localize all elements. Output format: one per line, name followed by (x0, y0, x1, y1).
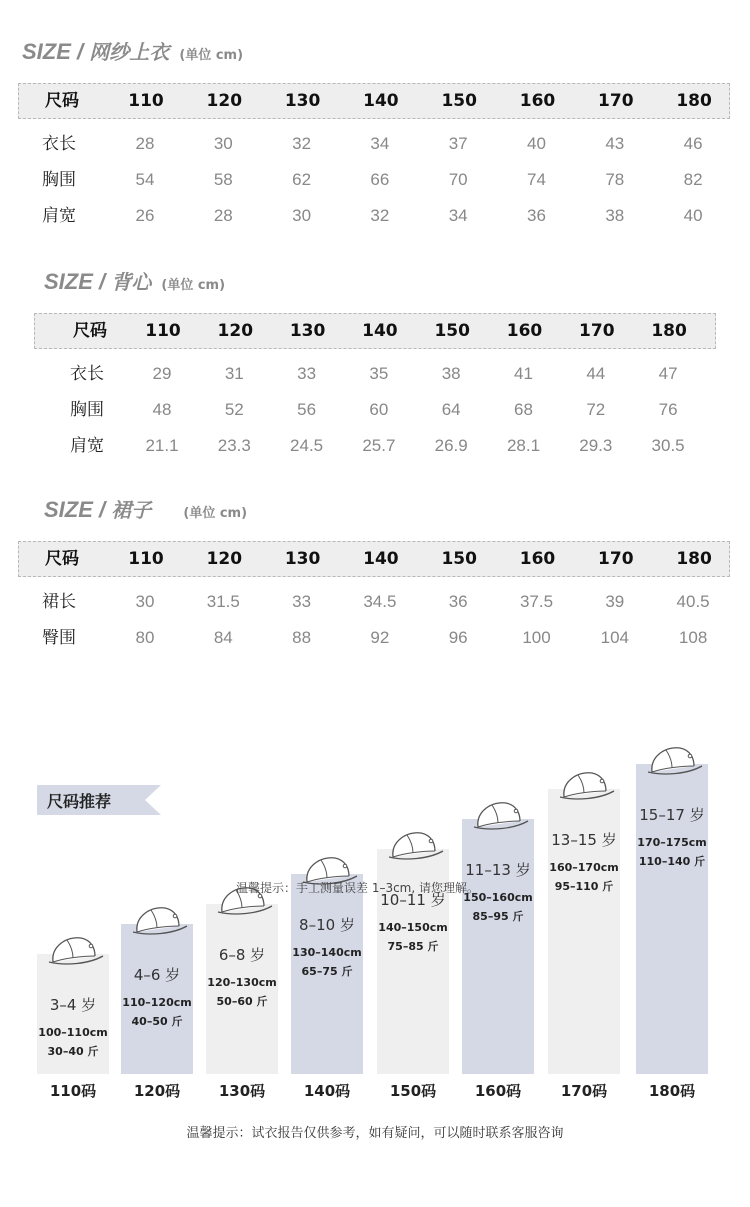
bar-age-range: 11–13 岁 (465, 861, 531, 879)
title-garment-name: 网纱上衣 (89, 40, 170, 64)
bar-height-range: 160–170cm (549, 861, 619, 874)
table-cell: 41 (514, 364, 533, 383)
bar-weight-range: 95–110 斤 (554, 880, 614, 893)
table-cell: 52 (224, 400, 244, 419)
table-cell: 36 (448, 592, 468, 611)
header-size-cell: 160 (519, 91, 556, 111)
bar-weight-range: 110–140 斤 (638, 855, 706, 868)
table-header-row (34, 313, 716, 349)
row-label: 衣长 (42, 134, 76, 154)
title-unit: (单位 cm) (183, 506, 248, 521)
header-size-cell: 180 (676, 549, 712, 569)
title-garment-name: 裙子 (111, 498, 152, 522)
bar-weight-range: 50–60 斤 (216, 995, 268, 1008)
table-cell: 40.5 (676, 592, 710, 611)
header-size-cell: 110 (145, 321, 181, 341)
header-size-cell: 120 (206, 91, 243, 111)
bar-height-range: 130–140cm (292, 946, 362, 959)
header-size-label: 尺码 (45, 549, 79, 569)
bar-weight-range: 75–85 斤 (387, 940, 439, 953)
table-cell: 62 (292, 170, 312, 189)
row-label: 臀围 (42, 628, 76, 648)
header-size-label: 尺码 (73, 321, 107, 341)
row-label: 肩宽 (70, 436, 104, 456)
table-cell: 72 (586, 400, 606, 419)
header-size-cell: 120 (217, 321, 254, 341)
header-size-cell: 140 (362, 321, 398, 341)
size-recommend-bar (121, 924, 193, 1074)
table-cell: 31 (224, 364, 244, 383)
bar-height-range: 120–130cm (207, 976, 277, 989)
table-cell: 40 (527, 134, 546, 153)
table-row (18, 584, 730, 620)
baseball-cap-icon (556, 767, 616, 807)
table-cell: 28 (135, 134, 155, 153)
size-recommend-bar (636, 764, 708, 1074)
table-cell: 34.5 (363, 592, 397, 611)
table-cell: 38 (605, 206, 625, 225)
table-cell: 56 (297, 400, 317, 419)
table-cell: 25.7 (362, 436, 396, 455)
table-cell: 47 (658, 364, 678, 383)
header-size-cell: 130 (284, 549, 321, 569)
table-cell: 23.3 (217, 436, 251, 455)
table-cell: 37 (448, 134, 468, 153)
bar-age-range: 3–4 岁 (49, 996, 97, 1014)
table-row (18, 162, 730, 198)
table-cell: 34 (370, 134, 390, 153)
header-size-cell: 180 (676, 91, 712, 111)
table-row (34, 356, 716, 392)
size-recommend-bar (548, 789, 620, 1074)
header-size-label: 尺码 (45, 91, 79, 111)
header-size-cell: 150 (434, 321, 470, 341)
header-size-cell: 170 (598, 91, 634, 111)
table-cell: 80 (135, 628, 155, 647)
bar-weight-range: 30–40 斤 (47, 1045, 99, 1058)
row-label: 胸围 (42, 170, 76, 190)
section-title-vest (44, 266, 225, 295)
table-cell: 43 (605, 134, 625, 153)
bar-age-range: 10–11 岁 (380, 891, 446, 909)
size-recommend-tag (37, 785, 161, 815)
header-size-cell: 110 (128, 91, 164, 111)
table-cell: 84 (213, 628, 233, 647)
size-recommend-title: 尺码推荐 (47, 792, 112, 811)
table-cell: 35 (369, 364, 389, 383)
row-label: 衣长 (70, 364, 104, 384)
baseball-cap-icon (129, 902, 189, 942)
table-cell: 40 (683, 206, 703, 225)
table-row (18, 126, 730, 162)
table-row (18, 620, 730, 656)
table-cell: 78 (605, 170, 625, 189)
measurement-note: 温馨提示：手工测量误差 1–3cm, 请您理解。 (236, 881, 480, 895)
table-cell: 26.9 (434, 436, 468, 455)
title-size-label: SIZE / (22, 39, 84, 64)
table-cell: 58 (213, 170, 233, 189)
bar-size-label: 170码 (560, 1082, 608, 1100)
table-cell: 64 (441, 400, 461, 419)
size-recommend-bar (206, 904, 278, 1074)
size-recommend-bar (291, 874, 363, 1074)
table-cell: 46 (683, 134, 703, 153)
section-title-top (22, 36, 243, 65)
bar-size-label: 180码 (648, 1082, 696, 1100)
table-cell: 66 (370, 170, 390, 189)
header-size-cell: 120 (206, 549, 243, 569)
bar-height-range: 170–175cm (637, 836, 707, 849)
table-cell: 30 (292, 206, 312, 225)
bar-size-label: 160码 (474, 1082, 522, 1100)
bar-age-range: 13–15 岁 (551, 831, 617, 849)
table-cell: 96 (448, 628, 468, 647)
bar-height-range: 110–120cm (122, 996, 192, 1009)
baseball-cap-icon (385, 827, 445, 867)
header-size-cell: 140 (363, 549, 399, 569)
row-label: 裙长 (42, 592, 76, 612)
bar-height-range: 150–160cm (463, 891, 533, 904)
header-size-cell: 110 (128, 549, 164, 569)
table-cell: 68 (514, 400, 533, 419)
bar-size-label: 150码 (389, 1082, 437, 1100)
header-size-cell: 160 (506, 321, 543, 341)
table-cell: 100 (522, 628, 551, 647)
table-cell: 28.1 (506, 436, 541, 455)
bar-age-range: 15–17 岁 (639, 806, 705, 824)
table-row (18, 198, 730, 234)
baseball-cap-icon (45, 932, 105, 972)
baseball-cap-icon (470, 797, 530, 837)
table-cell: 21.1 (145, 436, 179, 455)
table-cell: 39 (605, 592, 625, 611)
table-cell: 76 (658, 400, 678, 419)
header-size-cell: 130 (284, 91, 321, 111)
table-cell: 29.3 (579, 436, 613, 455)
table-cell: 30 (135, 592, 155, 611)
table-row (34, 428, 716, 464)
row-label: 胸围 (70, 400, 104, 420)
bar-size-label: 140码 (303, 1082, 351, 1100)
table-cell: 36 (527, 206, 546, 225)
footer-note: 温馨提示：试衣报告仅供参考，如有疑问，可以随时联系客服咨询 (186, 1126, 564, 1141)
bar-size-label: 130码 (218, 1082, 266, 1100)
header-size-cell: 130 (289, 321, 326, 341)
bar-age-range: 6–8 岁 (218, 946, 266, 964)
header-size-cell: 170 (579, 321, 615, 341)
header-size-cell: 150 (441, 549, 477, 569)
table-cell: 108 (678, 628, 708, 647)
header-size-cell: 160 (519, 549, 556, 569)
table-cell: 54 (135, 170, 155, 189)
table-cell: 74 (527, 170, 546, 189)
bar-weight-range: 65–75 斤 (301, 965, 353, 978)
table-cell: 82 (683, 170, 703, 189)
table-cell: 34 (448, 206, 468, 225)
title-garment-name: 背心 (111, 270, 152, 294)
bar-age-range: 4–6 岁 (133, 966, 181, 984)
table-cell: 44 (586, 364, 606, 383)
table-cell: 33 (292, 592, 312, 611)
bar-size-label: 120码 (133, 1082, 181, 1100)
table-cell: 28 (213, 206, 233, 225)
section-title-skirt (44, 494, 247, 523)
table-cell: 38 (441, 364, 461, 383)
bar-weight-range: 85–95 斤 (472, 910, 524, 923)
table-cell: 92 (370, 628, 390, 647)
table-row (34, 392, 716, 428)
bar-weight-range: 40–50 斤 (131, 1015, 183, 1028)
bar-size-label: 110码 (49, 1082, 97, 1100)
bar-age-range: 8–10 岁 (299, 916, 355, 934)
header-size-cell: 140 (363, 91, 399, 111)
table-cell: 26 (135, 206, 155, 225)
bar-height-range: 140–150cm (378, 921, 448, 934)
bar-height-range: 100–110cm (38, 1026, 108, 1039)
table-cell: 33 (297, 364, 317, 383)
table-cell: 37.5 (519, 592, 554, 611)
title-unit: (单位 cm) (161, 278, 226, 293)
table-cell: 70 (448, 170, 468, 189)
size-recommend-bar (462, 819, 534, 1074)
table-cell: 31.5 (206, 592, 240, 611)
title-size-label: SIZE / (44, 497, 106, 522)
table-cell: 32 (292, 134, 312, 153)
header-size-cell: 170 (598, 549, 634, 569)
table-header-row (18, 83, 730, 119)
table-cell: 24.5 (290, 436, 324, 455)
table-cell: 48 (152, 400, 172, 419)
table-cell: 88 (292, 628, 312, 647)
table-cell: 30 (213, 134, 233, 153)
table-cell: 104 (600, 628, 629, 647)
baseball-cap-icon (644, 742, 704, 782)
table-cell: 60 (369, 400, 389, 419)
table-header-row (18, 541, 730, 577)
header-size-cell: 180 (651, 321, 687, 341)
table-cell: 32 (370, 206, 390, 225)
table-cell: 30.5 (651, 436, 685, 455)
table-cell: 29 (152, 364, 172, 383)
row-label: 肩宽 (42, 206, 76, 226)
title-size-label: SIZE / (44, 269, 106, 294)
title-unit: (单位 cm) (179, 48, 244, 63)
header-size-cell: 150 (441, 91, 477, 111)
